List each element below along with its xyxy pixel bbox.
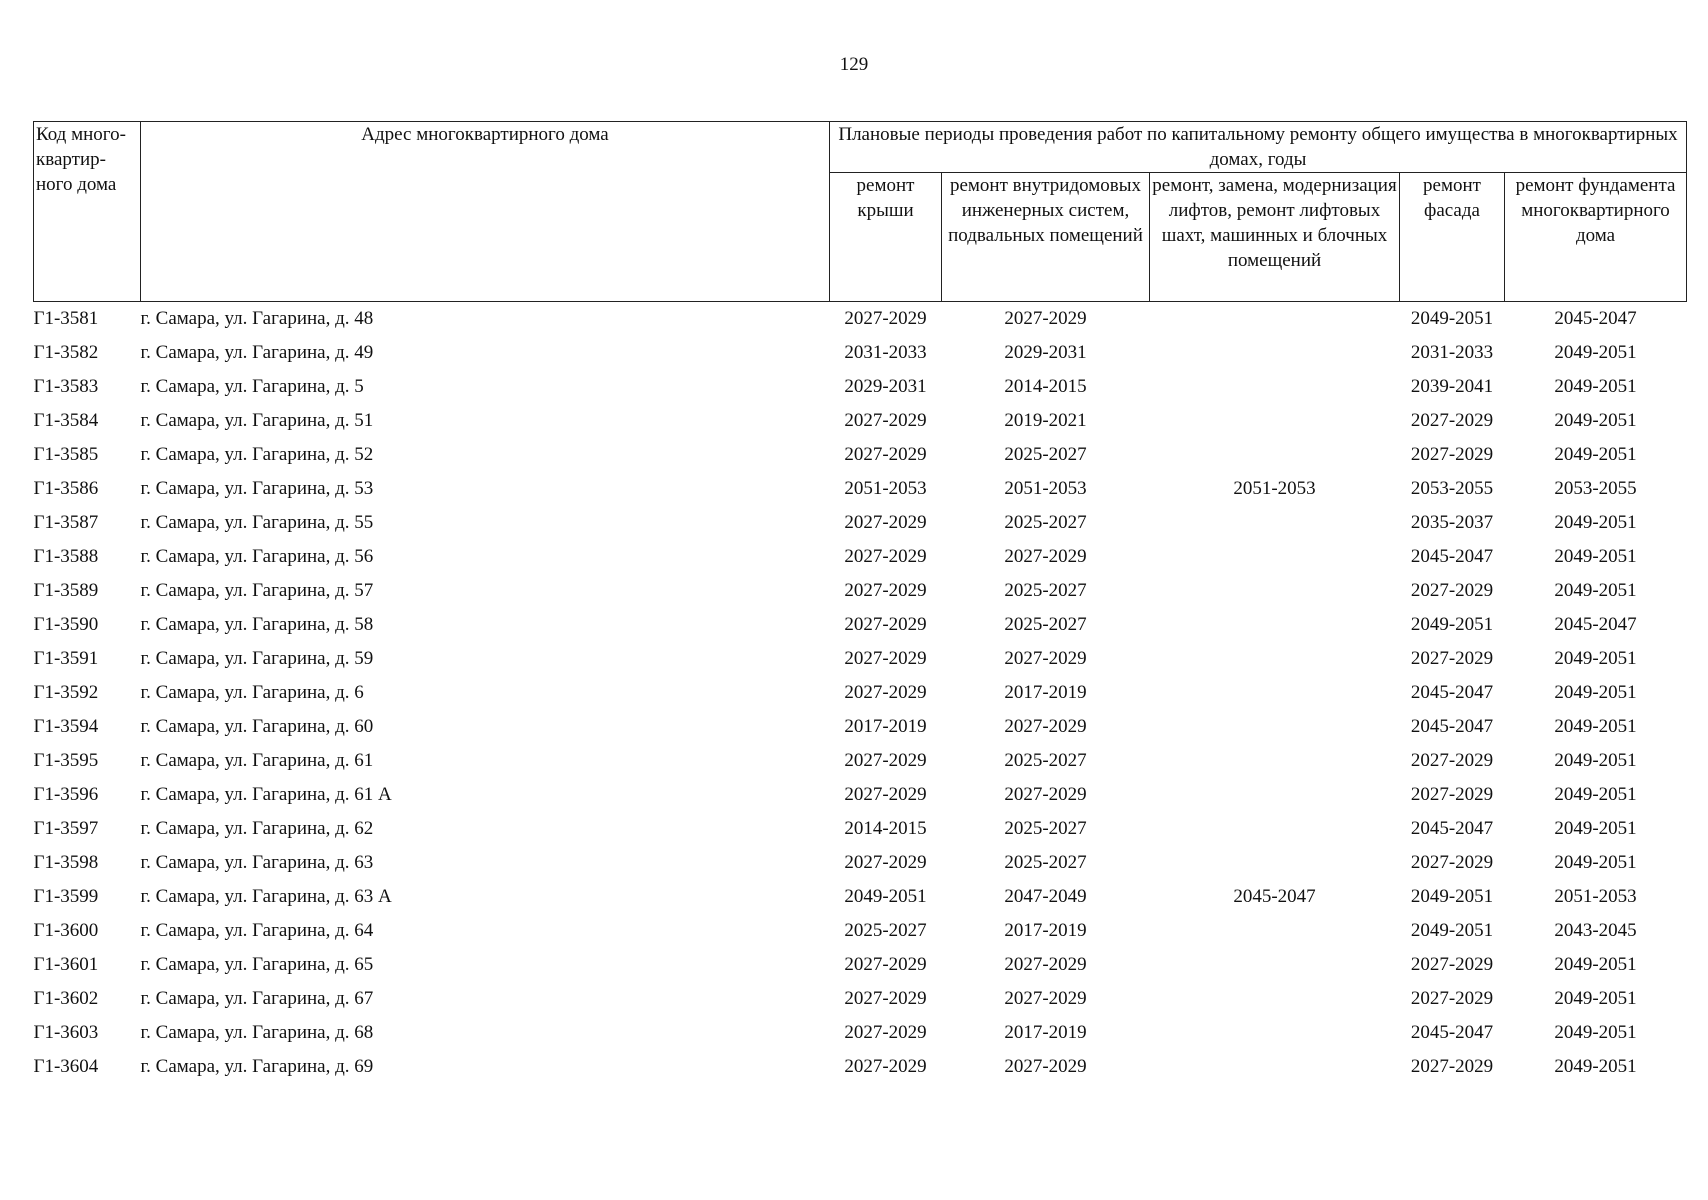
cell-facade: 2027-2029 xyxy=(1410,852,1494,873)
cell-foundation: 2049-2051 xyxy=(1554,444,1637,465)
cell-facade: 2039-2041 xyxy=(1410,376,1494,397)
cell-elevators xyxy=(1150,948,1400,982)
cell-foundation: 2049-2051 xyxy=(1554,512,1637,533)
table-row xyxy=(34,642,1687,676)
cell-facade: 2045-2047 xyxy=(1410,682,1494,703)
cell-foundation: 2049-2051 xyxy=(1554,546,1637,567)
cell-foundation: 2045-2047 xyxy=(1554,308,1637,329)
cell-elevators xyxy=(1150,540,1400,574)
cell-engineering: 2017-2019 xyxy=(1004,1022,1087,1043)
cell-code: Г1-3592 xyxy=(33,682,99,703)
cell-address: г. Самара, ул. Гагарина, д. 67 xyxy=(140,988,374,1009)
cell-roof: 2027-2029 xyxy=(844,614,927,635)
header-elevators: ремонт, замена, модернизация лифтов, ремонт лифтовых шахт, машинных и блочных помещений xyxy=(1150,173,1400,302)
cell-engineering: 2025-2027 xyxy=(1004,818,1087,839)
cell-elevators xyxy=(1150,982,1400,1016)
cell-facade: 2053-2055 xyxy=(1410,478,1494,499)
cell-roof: 2027-2029 xyxy=(844,682,927,703)
cell-address: г. Самара, ул. Гагарина, д. 59 xyxy=(140,648,374,669)
cell-foundation: 2049-2051 xyxy=(1554,682,1637,703)
cell-foundation: 2051-2053 xyxy=(1554,886,1637,907)
cell-facade: 2045-2047 xyxy=(1410,1022,1494,1043)
cell-address: г. Самара, ул. Гагарина, д. 63 xyxy=(140,852,374,873)
table-row xyxy=(34,880,1687,914)
table-row xyxy=(34,1016,1687,1050)
table-row xyxy=(34,438,1687,472)
cell-code: Г1-3584 xyxy=(33,410,99,431)
cell-code: Г1-3601 xyxy=(33,954,99,975)
table-row xyxy=(34,540,1687,574)
cell-roof: 2027-2029 xyxy=(844,410,927,431)
cell-code: Г1-3582 xyxy=(33,342,99,363)
table-row xyxy=(34,982,1687,1016)
cell-address: г. Самара, ул. Гагарина, д. 49 xyxy=(140,342,374,363)
table-row xyxy=(34,744,1687,778)
table-row xyxy=(34,778,1687,812)
cell-foundation: 2049-2051 xyxy=(1554,376,1637,397)
cell-elevators xyxy=(1150,574,1400,608)
cell-elevators xyxy=(1150,438,1400,472)
cell-roof: 2027-2029 xyxy=(844,1056,927,1077)
cell-facade: 2045-2047 xyxy=(1410,716,1494,737)
cell-foundation: 2049-2051 xyxy=(1554,716,1637,737)
cell-address: г. Самара, ул. Гагарина, д. 62 xyxy=(140,818,374,839)
table-row xyxy=(34,948,1687,982)
cell-engineering: 2017-2019 xyxy=(1004,682,1087,703)
table-row xyxy=(34,472,1687,506)
table-row xyxy=(34,370,1687,404)
cell-elevators xyxy=(1150,676,1400,710)
cell-roof: 2027-2029 xyxy=(844,988,927,1009)
cell-engineering: 2027-2029 xyxy=(1004,716,1087,737)
cell-address: г. Самара, ул. Гагарина, д. 61 А xyxy=(140,784,392,805)
cell-address: г. Самара, ул. Гагарина, д. 69 xyxy=(140,1056,374,1077)
cell-foundation: 2043-2045 xyxy=(1554,920,1637,941)
repair-schedule-table xyxy=(33,121,1687,1084)
cell-roof: 2027-2029 xyxy=(844,580,927,601)
cell-code: Г1-3588 xyxy=(33,546,99,567)
cell-address: г. Самара, ул. Гагарина, д. 61 xyxy=(140,750,374,771)
table-body xyxy=(34,302,1687,1085)
cell-engineering: 2027-2029 xyxy=(1004,784,1087,805)
cell-elevators xyxy=(1150,642,1400,676)
cell-engineering: 2047-2049 xyxy=(1004,886,1087,907)
cell-foundation: 2053-2055 xyxy=(1554,478,1637,499)
table-row xyxy=(34,404,1687,438)
cell-elevators xyxy=(1150,506,1400,540)
cell-foundation: 2049-2051 xyxy=(1554,1056,1637,1077)
cell-code: Г1-3586 xyxy=(33,478,99,499)
cell-roof: 2025-2027 xyxy=(844,920,927,941)
cell-code: Г1-3604 xyxy=(33,1056,99,1077)
cell-facade: 2027-2029 xyxy=(1410,648,1494,669)
cell-code: Г1-3587 xyxy=(33,512,99,533)
cell-code: Г1-3595 xyxy=(33,750,99,771)
cell-address: г. Самара, ул. Гагарина, д. 58 xyxy=(140,614,374,635)
cell-facade: 2031-2033 xyxy=(1410,342,1494,363)
table-header xyxy=(34,122,1687,302)
cell-address: г. Самара, ул. Гагарина, д. 64 xyxy=(140,920,374,941)
cell-address: г. Самара, ул. Гагарина, д. 5 xyxy=(140,376,364,397)
table-row xyxy=(34,506,1687,540)
cell-roof: 2027-2029 xyxy=(844,444,927,465)
cell-engineering: 2027-2029 xyxy=(1004,988,1087,1009)
header-engineering: ремонт внутридомовых инженерных систем, подвальных помещений xyxy=(942,173,1150,302)
cell-code: Г1-3598 xyxy=(33,852,99,873)
cell-address: г. Самара, ул. Гагарина, д. 60 xyxy=(140,716,374,737)
cell-facade: 2049-2051 xyxy=(1410,308,1494,329)
cell-engineering: 2025-2027 xyxy=(1004,580,1087,601)
cell-facade: 2045-2047 xyxy=(1410,818,1494,839)
cell-code: Г1-3583 xyxy=(33,376,99,397)
cell-elevators: 2051-2053 xyxy=(1233,478,1316,499)
cell-code: Г1-3581 xyxy=(33,308,99,329)
cell-elevators xyxy=(1150,302,1400,337)
cell-engineering: 2025-2027 xyxy=(1004,750,1087,771)
cell-foundation: 2049-2051 xyxy=(1554,818,1637,839)
cell-foundation: 2049-2051 xyxy=(1554,750,1637,771)
cell-foundation: 2049-2051 xyxy=(1554,988,1637,1009)
table-row xyxy=(34,812,1687,846)
cell-facade: 2027-2029 xyxy=(1410,988,1494,1009)
table-row xyxy=(34,608,1687,642)
header-foundation: ремонт фундамента многоквартирного дома xyxy=(1505,173,1687,302)
cell-foundation: 2049-2051 xyxy=(1554,1022,1637,1043)
cell-facade: 2049-2051 xyxy=(1410,614,1494,635)
cell-facade: 2027-2029 xyxy=(1410,954,1494,975)
page-number: 129 xyxy=(839,54,869,75)
cell-roof: 2014-2015 xyxy=(844,818,927,839)
cell-engineering: 2027-2029 xyxy=(1004,546,1087,567)
cell-roof: 2027-2029 xyxy=(844,546,927,567)
cell-code: Г1-3585 xyxy=(33,444,99,465)
cell-code: Г1-3594 xyxy=(33,716,99,737)
cell-roof: 2027-2029 xyxy=(844,750,927,771)
cell-elevators xyxy=(1150,914,1400,948)
cell-engineering: 2027-2029 xyxy=(1004,648,1087,669)
cell-facade: 2049-2051 xyxy=(1410,920,1494,941)
cell-elevators xyxy=(1150,1016,1400,1050)
cell-code: Г1-3589 xyxy=(33,580,99,601)
cell-facade: 2027-2029 xyxy=(1410,410,1494,431)
cell-elevators xyxy=(1150,336,1400,370)
cell-code: Г1-3591 xyxy=(33,648,99,669)
cell-engineering: 2029-2031 xyxy=(1004,342,1087,363)
cell-roof: 2027-2029 xyxy=(844,784,927,805)
cell-engineering: 2014-2015 xyxy=(1004,376,1087,397)
cell-engineering: 2027-2029 xyxy=(1004,1056,1087,1077)
cell-address: г. Самара, ул. Гагарина, д. 56 xyxy=(140,546,374,567)
header-row-top xyxy=(34,122,1687,173)
cell-engineering: 2025-2027 xyxy=(1004,444,1087,465)
header-facade: ремонт фасада xyxy=(1400,173,1505,302)
table-row xyxy=(34,302,1687,337)
cell-roof: 2017-2019 xyxy=(844,716,927,737)
cell-facade: 2027-2029 xyxy=(1410,444,1494,465)
cell-foundation: 2049-2051 xyxy=(1554,580,1637,601)
cell-engineering: 2025-2027 xyxy=(1004,852,1087,873)
cell-elevators: 2045-2047 xyxy=(1233,886,1316,907)
cell-address: г. Самара, ул. Гагарина, д. 51 xyxy=(140,410,374,431)
cell-elevators xyxy=(1150,778,1400,812)
cell-foundation: 2049-2051 xyxy=(1554,648,1637,669)
cell-foundation: 2045-2047 xyxy=(1554,614,1637,635)
table-row xyxy=(34,710,1687,744)
cell-code: Г1-3603 xyxy=(33,1022,99,1043)
cell-roof: 2027-2029 xyxy=(844,308,927,329)
cell-foundation: 2049-2051 xyxy=(1554,410,1637,431)
cell-code: Г1-3597 xyxy=(33,818,99,839)
header-roof: ремонт крыши xyxy=(830,173,942,302)
cell-elevators xyxy=(1150,370,1400,404)
cell-address: г. Самара, ул. Гагарина, д. 53 xyxy=(140,478,374,499)
cell-engineering: 2027-2029 xyxy=(1004,308,1087,329)
cell-address: г. Самара, ул. Гагарина, д. 55 xyxy=(140,512,374,533)
cell-engineering: 2027-2029 xyxy=(1004,954,1087,975)
cell-foundation: 2049-2051 xyxy=(1554,784,1637,805)
cell-code: Г1-3596 xyxy=(33,784,99,805)
cell-roof: 2049-2051 xyxy=(844,886,927,907)
header-code: Код много-квартир-ного дома xyxy=(34,122,141,302)
cell-facade: 2027-2029 xyxy=(1410,580,1494,601)
cell-facade: 2045-2047 xyxy=(1410,546,1494,567)
cell-elevators xyxy=(1150,812,1400,846)
cell-address: г. Самара, ул. Гагарина, д. 68 xyxy=(140,1022,374,1043)
cell-code: Г1-3600 xyxy=(33,920,99,941)
cell-elevators xyxy=(1150,608,1400,642)
cell-facade: 2049-2051 xyxy=(1410,886,1494,907)
cell-roof: 2051-2053 xyxy=(844,478,927,499)
cell-engineering: 2025-2027 xyxy=(1004,512,1087,533)
cell-elevators xyxy=(1150,744,1400,778)
cell-code: Г1-3590 xyxy=(33,614,99,635)
cell-engineering: 2051-2053 xyxy=(1004,478,1087,499)
cell-roof: 2031-2033 xyxy=(844,342,927,363)
cell-foundation: 2049-2051 xyxy=(1554,342,1637,363)
cell-engineering: 2017-2019 xyxy=(1004,920,1087,941)
cell-address: г. Самара, ул. Гагарина, д. 65 xyxy=(140,954,374,975)
header-planned-periods: Плановые периоды проведения работ по капитальному ремонту общего имущества в многоквартирных домах, годы xyxy=(830,122,1687,173)
cell-code: Г1-3599 xyxy=(33,886,99,907)
cell-address: г. Самара, ул. Гагарина, д. 52 xyxy=(140,444,374,465)
cell-engineering: 2025-2027 xyxy=(1004,614,1087,635)
cell-elevators xyxy=(1150,1050,1400,1084)
cell-address: г. Самара, ул. Гагарина, д. 48 xyxy=(140,308,374,329)
table-row xyxy=(34,1050,1687,1084)
cell-address: г. Самара, ул. Гагарина, д. 63 А xyxy=(140,886,392,907)
cell-roof: 2029-2031 xyxy=(844,376,927,397)
table-row xyxy=(34,914,1687,948)
cell-roof: 2027-2029 xyxy=(844,512,927,533)
table-row xyxy=(34,336,1687,370)
cell-facade: 2035-2037 xyxy=(1410,512,1494,533)
header-address: Адрес многоквартирного дома xyxy=(141,122,830,302)
table-row xyxy=(34,846,1687,880)
cell-roof: 2027-2029 xyxy=(844,852,927,873)
cell-address: г. Самара, ул. Гагарина, д. 6 xyxy=(140,682,364,703)
cell-roof: 2027-2029 xyxy=(844,954,927,975)
cell-foundation: 2049-2051 xyxy=(1554,954,1637,975)
cell-roof: 2027-2029 xyxy=(844,1022,927,1043)
cell-foundation: 2049-2051 xyxy=(1554,852,1637,873)
cell-roof: 2027-2029 xyxy=(844,648,927,669)
table-row xyxy=(34,574,1687,608)
cell-facade: 2027-2029 xyxy=(1410,1056,1494,1077)
cell-elevators xyxy=(1150,846,1400,880)
cell-engineering: 2019-2021 xyxy=(1004,410,1087,431)
cell-code: Г1-3602 xyxy=(33,988,99,1009)
table-row xyxy=(34,676,1687,710)
cell-elevators xyxy=(1150,710,1400,744)
cell-facade: 2027-2029 xyxy=(1410,750,1494,771)
cell-address: г. Самара, ул. Гагарина, д. 57 xyxy=(140,580,374,601)
cell-elevators xyxy=(1150,404,1400,438)
cell-facade: 2027-2029 xyxy=(1410,784,1494,805)
